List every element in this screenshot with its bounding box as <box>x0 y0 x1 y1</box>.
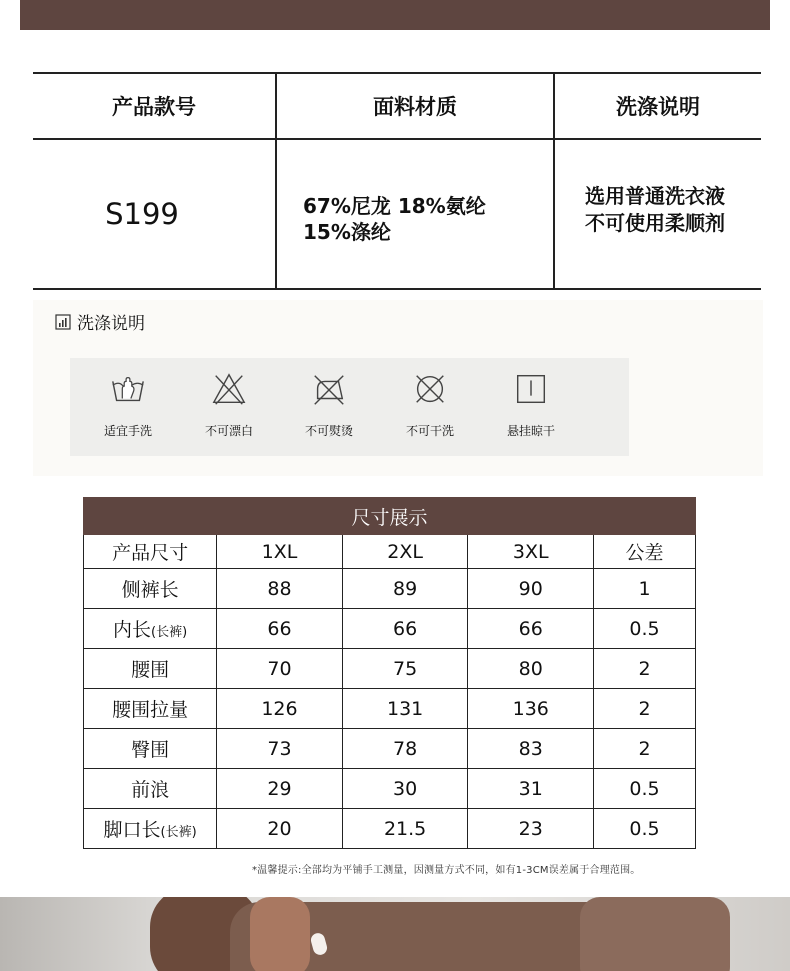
cell-value: 131 <box>342 689 468 729</box>
row-label <box>84 809 217 849</box>
care-cell <box>554 139 761 289</box>
row-label <box>84 569 217 609</box>
cell-tolerance: 0.5 <box>594 809 696 849</box>
row-note: (长裤) <box>160 825 197 840</box>
row-name: 臀围 <box>131 739 170 761</box>
row-note: (长裤) <box>151 625 188 640</box>
cell-tolerance: 0.5 <box>594 769 696 809</box>
cell-value: 20 <box>217 809 343 849</box>
wash-label-no-dry-clean: 不可干洗 <box>405 424 454 438</box>
header-product-code: 产品款号 <box>33 73 276 139</box>
row-label <box>84 769 217 809</box>
table-row <box>84 569 696 609</box>
cell-value: 66 <box>217 609 343 649</box>
size-table <box>83 497 696 849</box>
care-line-1: 选用普通洗衣液 <box>585 183 725 208</box>
table-row <box>84 689 696 729</box>
cell-value: 126 <box>217 689 343 729</box>
size-table-title: 尺寸展示 <box>84 498 696 535</box>
wash-instructions-panel <box>33 300 763 476</box>
cell-tolerance: 0.5 <box>594 609 696 649</box>
col-header-tolerance: 公差 <box>594 535 696 569</box>
wash-label-no-bleach: 不可漂白 <box>204 424 253 438</box>
cell-tolerance: 1 <box>594 569 696 609</box>
table-row <box>84 729 696 769</box>
cell-value: 80 <box>468 649 594 689</box>
cell-value: 23 <box>468 809 594 849</box>
wash-label-no-iron: 不可熨烫 <box>304 424 353 438</box>
row-name: 腰围拉量 <box>112 699 189 721</box>
row-name: 前浪 <box>131 779 170 801</box>
cell-value: 73 <box>217 729 343 769</box>
photo-legging-right <box>580 897 730 971</box>
cell-value: 31 <box>468 769 594 809</box>
wash-title-text: 洗涤说明 <box>77 314 145 334</box>
col-header-3xl: 3XL <box>468 535 594 569</box>
cell-value: 29 <box>217 769 343 809</box>
wash-item-hand-wash <box>83 370 173 439</box>
wash-icons-box <box>70 358 629 456</box>
table-row <box>84 649 696 689</box>
photo-hand <box>250 897 310 971</box>
col-header-1xl: 1XL <box>217 535 343 569</box>
row-name: 脚口长 <box>103 819 161 841</box>
row-name: 内长 <box>113 619 152 641</box>
no-bleach-icon <box>210 370 248 408</box>
product-info-table <box>33 72 761 290</box>
cell-value: 75 <box>342 649 468 689</box>
table-row <box>84 609 696 649</box>
wash-item-line-dry <box>486 370 576 439</box>
row-label <box>84 729 217 769</box>
line-dry-icon <box>512 370 550 408</box>
cell-tolerance: 2 <box>594 689 696 729</box>
top-banner-bar <box>20 0 770 30</box>
cell-value: 90 <box>468 569 594 609</box>
cell-value: 136 <box>468 689 594 729</box>
wash-item-no-dry-clean <box>385 370 475 439</box>
wash-item-no-iron <box>284 370 374 439</box>
header-care: 洗涤说明 <box>554 73 761 139</box>
cell-value: 66 <box>342 609 468 649</box>
row-name: 侧裤长 <box>121 579 179 601</box>
cell-value: 70 <box>217 649 343 689</box>
wash-label-line-dry: 悬挂晾干 <box>506 424 555 438</box>
row-label <box>84 609 217 649</box>
wash-item-no-bleach <box>184 370 274 439</box>
header-fabric: 面料材质 <box>276 73 554 139</box>
fabric-cell <box>276 139 554 289</box>
cell-tolerance: 2 <box>594 729 696 769</box>
no-dry-clean-icon <box>411 370 449 408</box>
material-line-2: 15%涤纶 <box>303 219 391 244</box>
table-row <box>84 809 696 849</box>
hand-wash-icon <box>109 370 147 408</box>
cell-value: 30 <box>342 769 468 809</box>
measurement-tip: *温馨提示:全部均为平铺手工测量，因测量方式不同，如有1-3CM误差属于合理范围。 <box>252 865 641 876</box>
table-row <box>84 769 696 809</box>
cell-tolerance: 2 <box>594 649 696 689</box>
product-code-cell <box>33 139 276 289</box>
cell-value: 89 <box>342 569 468 609</box>
no-iron-icon <box>310 370 348 408</box>
col-header-2xl: 2XL <box>342 535 468 569</box>
product-photo <box>0 897 790 971</box>
product-code: S199 <box>105 197 179 231</box>
row-name: 腰围 <box>131 659 170 681</box>
material-line-1: 67%尼龙 18%氨纶 <box>303 193 486 218</box>
cell-value: 21.5 <box>342 809 468 849</box>
cell-value: 88 <box>217 569 343 609</box>
cell-value: 78 <box>342 729 468 769</box>
cell-value: 83 <box>468 729 594 769</box>
row-label <box>84 649 217 689</box>
care-line-2: 不可使用柔顺剂 <box>585 210 725 235</box>
wash-label-hand-wash: 适宜手洗 <box>103 424 152 438</box>
cell-value: 66 <box>468 609 594 649</box>
col-header-size: 产品尺寸 <box>84 535 217 569</box>
bar-chart-icon <box>55 314 71 330</box>
wash-title <box>55 309 145 334</box>
row-label <box>84 689 217 729</box>
